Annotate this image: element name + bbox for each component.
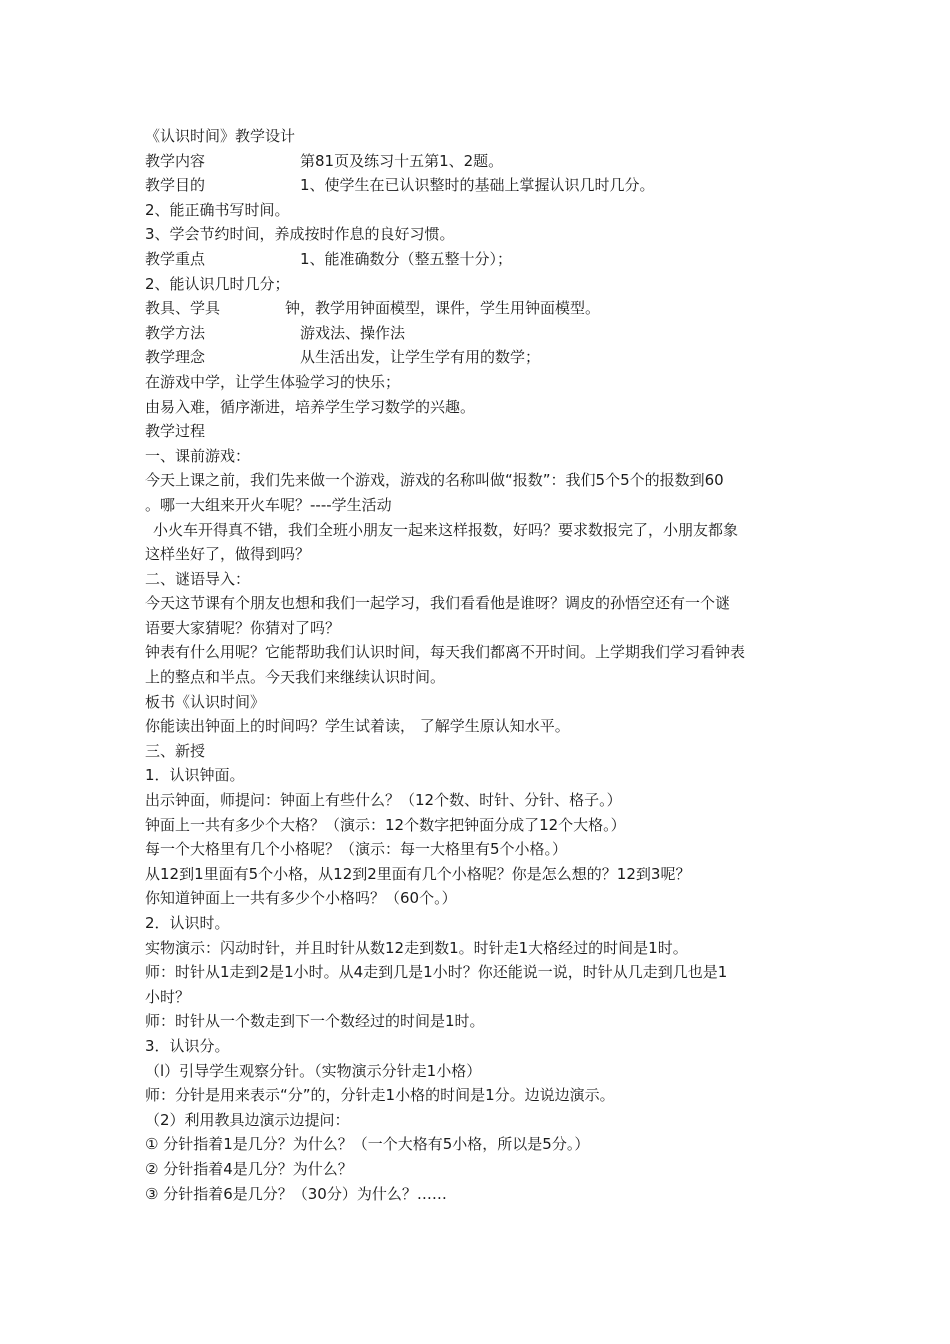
subsection-heading: 1．认识钟面。 — [145, 766, 245, 785]
paragraph-line: 今天上课之前，我们先来做一个游戏，游戏的名称叫做“报数”：我们5个5个的报数到60 — [145, 471, 724, 490]
paragraph-line: 每一个大格里有几个小格呢？（演示：每一大格里有5个小格。） — [145, 840, 568, 859]
field-idea — [145, 345, 815, 370]
field-label: 教学方法 — [145, 323, 206, 342]
field-value: 1、能准确数分（整五整十分）； — [300, 249, 513, 268]
paragraph-line: 语要大家猜呢？你猜对了吗？ — [145, 618, 341, 637]
paragraph-line: ③ 分针指着6是几分？（30分）为什么？…… — [145, 1184, 447, 1203]
paragraph-line: ① 分针指着1是几分？为什么？（一个大格有5小格，所以是5分。） — [145, 1135, 590, 1154]
paragraph-line: 。哪一大组来开火车呢？----学生活动 — [145, 495, 392, 514]
paragraph-line: 小时？ — [145, 987, 191, 1006]
paragraph-line: 从12到1里面有5个小格，从12到2里面有几个小格呢？你是怎么想的？12到3呢？ — [145, 864, 691, 883]
field-focus — [145, 247, 815, 272]
paragraph-line: 钟面上一共有多少个大格？（演示：12个数字把钟面分成了12个大格。） — [145, 815, 626, 834]
idea-item: 在游戏中学，让学生体验学习的快乐； — [145, 372, 401, 391]
field-value: 1、使学生在已认识整时的基础上掌握认识几时几分。 — [300, 176, 655, 195]
paragraph-line: 小火车开得真不错，我们全班小朋友一起来这样报数，好吗？要求数报完了，小朋友都象 — [153, 520, 739, 539]
paragraph-line: （l）引导学生观察分针。（实物演示分针走1小格） — [145, 1061, 482, 1080]
field-value: 钟，教学用钟面模型，课件，学生用钟面模型。 — [285, 299, 601, 318]
section-heading: 三、新授 — [145, 741, 206, 760]
field-value: 游戏法、操作法 — [300, 323, 406, 342]
field-goals — [145, 173, 815, 198]
paragraph-line: 师：分针是用来表示“分”的，分针走1小格的时间是1分。边说边演示。 — [145, 1086, 615, 1105]
focus-item: 2、能认识几时几分； — [145, 274, 290, 293]
field-content — [145, 149, 815, 174]
document-page — [145, 124, 815, 1206]
paragraph-line: ② 分针指着4是几分？为什么？ — [145, 1159, 353, 1178]
paragraph-line: 这样坐好了，做得到吗？ — [145, 545, 311, 564]
section-heading: 一、课前游戏： — [145, 446, 251, 465]
idea-item: 由易入难，循序渐进，培养学生学习数学的兴趣。 — [145, 397, 476, 416]
paragraph-line: （2）利用教具边演示边提问： — [145, 1110, 350, 1129]
paragraph-line: 今天这节课有个朋友也想和我们一起学习，我们看看他是谁呀？调皮的孙悟空还有一个谜 — [145, 594, 731, 613]
doc-title: 《认识时间》教学设计 — [145, 127, 296, 145]
section-heading: 二、谜语导入： — [145, 569, 251, 588]
field-label: 教学目的 — [145, 176, 206, 195]
goal-item: 2、能正确书写时间。 — [145, 200, 290, 219]
paragraph-line: 你知道钟面上一共有多少个小格吗？（60个。） — [145, 889, 457, 908]
field-label: 教学重点 — [145, 249, 206, 268]
paragraph-line: 师：时针从一个数走到下一个数经过的时间是1时。 — [145, 1012, 485, 1031]
field-method — [145, 321, 815, 346]
paragraph-line: 板书《认识时间》 — [145, 692, 266, 711]
process-heading: 教学过程 — [145, 422, 206, 441]
paragraph-line: 师：时针从1走到2是1小时。从4走到几是1小时？你还能说一说，时针从几走到几也是1 — [145, 963, 728, 982]
subsection-heading: 3．认识分。 — [145, 1036, 230, 1055]
field-value: 第81页及练习十五第1、2题。 — [300, 151, 504, 170]
paragraph-line: 钟表有什么用呢？它能帮助我们认识时间，每天我们都离不开时间。上学期我们学习看钟表 — [145, 643, 746, 662]
field-label: 教学内容 — [145, 151, 206, 170]
paragraph-line: 上的整点和半点。今天我们来继续认识时间。 — [145, 668, 446, 687]
goal-item: 3、学会节约时间，养成按时作息的良好习惯。 — [145, 225, 455, 244]
field-label: 教具、学具 — [145, 299, 221, 318]
paragraph-line: 你能读出钟面上的时间吗？学生试着读， 了解学生原认知水平。 — [145, 717, 570, 736]
field-value: 从生活出发，让学生学有用的数学； — [300, 348, 541, 367]
subsection-heading: 2．认识时。 — [145, 914, 230, 932]
field-label: 教学理念 — [145, 348, 206, 367]
field-tools — [145, 296, 815, 321]
paragraph-line: 出示钟面，师提问：钟面上有些什么？（12个数、时针、分针、格子。） — [145, 791, 622, 810]
paragraph-line: 实物演示：闪动时针，并且时针从数12走到数1。时针走1大格经过的时间是1时。 — [145, 938, 688, 957]
